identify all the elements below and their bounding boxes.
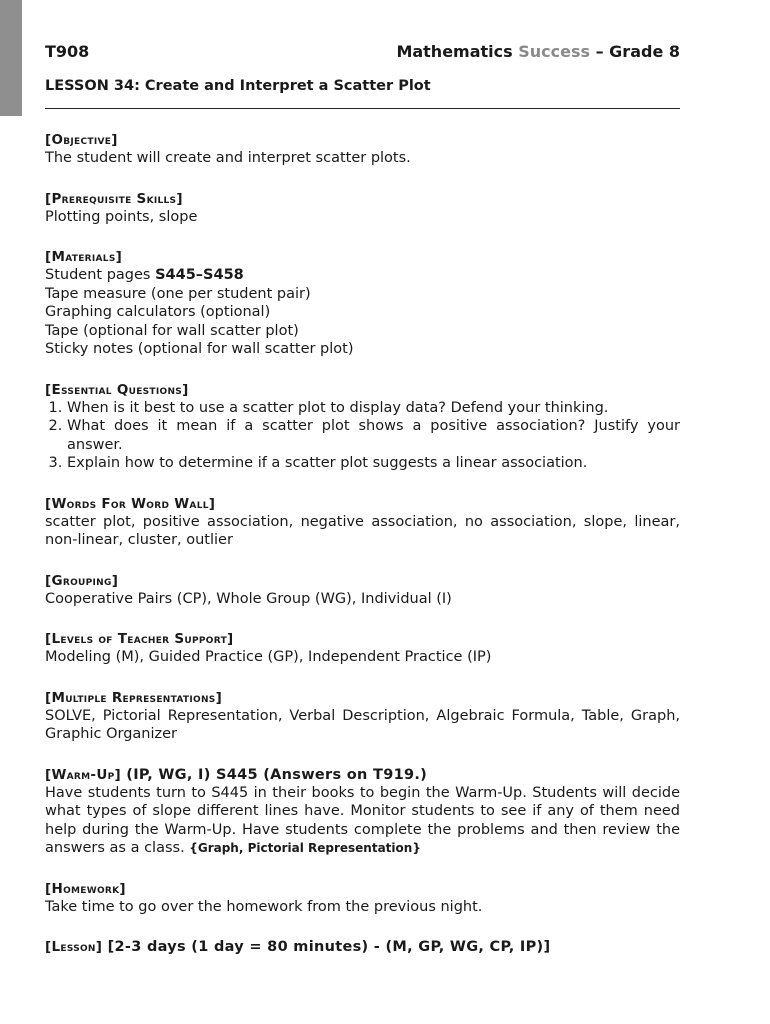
essential-questions-list xyxy=(45,399,680,473)
prerequisite-heading: [Prerequisite Skills] xyxy=(45,190,183,207)
materials-item: Sticky notes (optional for wall scatter plot) xyxy=(45,341,354,357)
homework-section xyxy=(45,880,680,917)
word-wall-text: scatter plot, positive association, negative association, no association, slope, linear, non-linear, cluster, outlier xyxy=(45,513,680,548)
materials-heading: [Materials] xyxy=(45,249,123,265)
materials-pages-value: S445–S458 xyxy=(155,267,244,283)
warmup-heading: [Warm-Up] xyxy=(45,766,121,783)
objective-text: The student will create and interpret scatter plots. xyxy=(45,150,411,166)
series-success: Success xyxy=(518,42,591,61)
homework-heading: [Homework] xyxy=(45,880,126,897)
warmup-text: Have students turn to S445 in their books to begin the Warm-Up. Students will decide what types of slope different lines have. Monitor students to see if any of them need help during the Warm-Up. Have students complete the problems and then review the answers as a class. xyxy=(45,784,680,856)
homework-text: Take time to go over the homework from the previous night. xyxy=(45,898,483,915)
series-suffix: – Grade 8 xyxy=(595,42,680,61)
lesson-heading-line xyxy=(45,938,680,956)
page-edge-tab xyxy=(0,0,22,116)
header-divider xyxy=(45,108,680,109)
question-item: 1. When is it best to use a scatter plot to display data? Defend your thinking. xyxy=(67,399,680,418)
materials-item: Tape (optional for wall scatter plot) xyxy=(45,322,299,339)
prerequisite-section xyxy=(45,190,680,227)
teacher-support-section xyxy=(45,630,680,667)
question-item: 3. Explain how to determine if a scatter plot suggests a linear association. xyxy=(67,454,680,473)
series-prefix: Mathematics xyxy=(396,42,513,61)
prerequisite-text: Plotting points, slope xyxy=(45,208,198,225)
teacher-support-heading: [Levels of Teacher Support] xyxy=(45,631,234,647)
representations-heading: [Multiple Representations] xyxy=(45,689,223,706)
page-header xyxy=(45,42,680,66)
lesson-heading-extra: [2-3 days (1 day = 80 minutes) - (M, GP, WG, CP, IP)] xyxy=(102,939,551,955)
word-wall-section xyxy=(45,495,680,550)
lesson-section xyxy=(45,938,680,956)
word-wall-heading: [Words For Word Wall] xyxy=(45,495,216,512)
warmup-heading-line xyxy=(45,766,680,784)
lesson-title: LESSON 34: Create and Interpret a Scatter Plot xyxy=(45,78,431,94)
representations-section xyxy=(45,689,680,744)
materials-pages-label: Student pages xyxy=(45,267,151,283)
materials-pages xyxy=(45,266,680,285)
essential-questions-section xyxy=(45,381,680,473)
warmup-tag: {Graph, Pictorial Representation} xyxy=(189,841,421,855)
objective-section xyxy=(45,131,680,168)
objective-heading: [Objective] xyxy=(45,132,118,148)
essential-questions-heading: [Essential Questions] xyxy=(45,381,189,398)
grouping-heading: [Grouping] xyxy=(45,572,119,589)
lesson-page xyxy=(45,42,680,956)
materials-item: Tape measure (one per student pair) xyxy=(45,285,311,302)
lesson-heading: [Lesson] xyxy=(45,939,103,955)
materials-item: Graphing calculators (optional) xyxy=(45,304,271,320)
warmup-section xyxy=(45,766,680,858)
grouping-section xyxy=(45,572,680,609)
grouping-text: Cooperative Pairs (CP), Whole Group (WG), Individual (I) xyxy=(45,590,452,607)
teacher-support-text: Modeling (M), Guided Practice (GP), Independent Practice (IP) xyxy=(45,649,492,665)
materials-section xyxy=(45,248,680,359)
warmup-paragraph xyxy=(45,784,680,858)
representations-text: SOLVE, Pictorial Representation, Verbal Description, Algebraic Formula, Table, Graph, Graphic Organizer xyxy=(45,707,680,742)
page-number: T908 xyxy=(45,42,90,61)
series-title xyxy=(396,42,680,61)
question-item: 2. What does it mean if a scatter plot shows a positive association? Justify your answer. xyxy=(67,417,680,454)
warmup-heading-extra: (IP, WG, I) S445 (Answers on T919.) xyxy=(120,766,428,783)
